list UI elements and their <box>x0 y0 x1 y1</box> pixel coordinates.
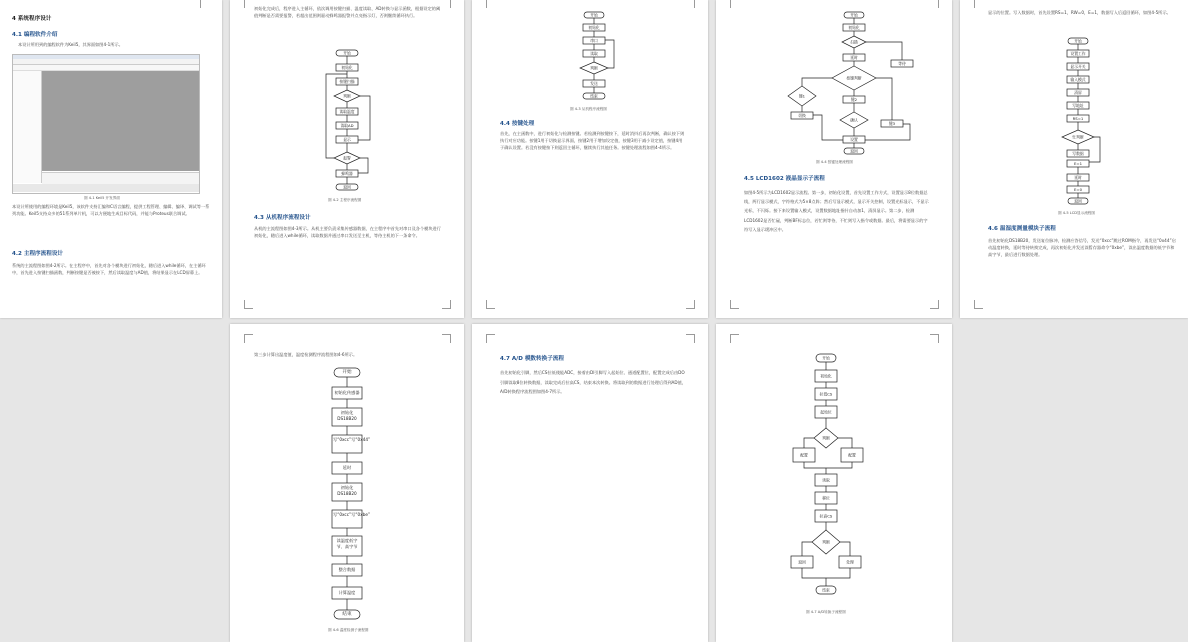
svg-text:开始: 开始 <box>822 355 830 361</box>
section-heading: 4.5 LCD1602 液晶显示子流程 <box>744 176 825 182</box>
svg-text:读取温度: 读取温度 <box>339 109 355 114</box>
slave-flowchart <box>472 0 708 318</box>
body-paragraph: 本设计所使用的编程环境是Keil5，该软件支持汇编和C语言编程，提供工程管理、编辑、编译、调试等一系列功能。Keil5支持众多的51系列单片机，可以方便地生成目标代码，并能与Proteus联合调试。 <box>12 204 210 216</box>
page-corner-mark <box>730 300 739 309</box>
figure-caption: 图 4-4 按键处理流程图 <box>816 160 853 164</box>
svg-text:开始: 开始 <box>590 12 598 18</box>
body-paragraph: 首先，在主函数中，进行初始化与检测按键。若检测到按键按下，延时消抖后再次判断，确认按下则执行对应功能。按键1用于切换显示界面，按键2用于增加设定值，按键3用于减小设定值，按键4用于确认设置。若没有按键按下则返回主循环，继续执行其他任务。按键处理流程如图4-4所示。 <box>500 131 685 150</box>
page-corner-mark <box>200 0 209 8</box>
svg-text:延时: 延时 <box>1074 175 1082 180</box>
body-paragraph: 显示的位置。写入数据时，首先设置RS=1，RW=0，E=1，数据写入后返回循环，如图4-5所示。 <box>988 10 1171 15</box>
svg-text:蜂鸣器: 蜂鸣器 <box>341 171 353 176</box>
svg-text:按键判断: 按键判断 <box>846 75 862 81</box>
svg-text:处理: 处理 <box>846 559 854 565</box>
body-paragraph: 本设计所用到的编程软件为Keil5，其界面如图4-1所示。 <box>18 42 123 47</box>
project-panel <box>13 71 42 183</box>
chapter-heading: 4 系统程序设计 <box>12 16 52 22</box>
body-paragraph: 第三步计算出温度值，温度检测程序流程图如4-6所示。 <box>254 352 358 357</box>
svg-text:判断: 判断 <box>822 435 830 441</box>
flow-node-write-read-cmd: 写“0xcc”写“0xbe” <box>333 512 371 517</box>
page-corner-mark <box>244 300 253 309</box>
flow-node-calc: 计算温度 <box>338 590 356 595</box>
svg-text:等待: 等待 <box>898 61 906 66</box>
svg-text:结束: 结束 <box>590 93 598 99</box>
svg-text:返回: 返回 <box>850 148 858 154</box>
body-paragraph: 系统的主流程图如图4-2所示。在主程序中，首先对各个模块进行初始化，随后进入while循环，在主循环中，首先进入按键扫描函数，判断按键是否被按下，然后读取温度与AD值，将结果显示在LCD屏幕上。 <box>12 263 206 275</box>
svg-text:返回: 返回 <box>343 184 351 190</box>
document-page-5 <box>960 0 1188 318</box>
keil5-screenshot <box>12 54 200 194</box>
svg-text:移位: 移位 <box>822 495 830 501</box>
flow-node-read-bytes: 读温度低字节、高字节 <box>336 538 358 549</box>
figure-caption: 图 4-6 温度检测子流程图 <box>328 628 369 632</box>
status-bar <box>13 184 199 192</box>
lcd-flowchart <box>960 0 1188 318</box>
section-heading: 4.2 主程序流程设计 <box>12 251 64 257</box>
svg-text:E=1: E=1 <box>1074 161 1082 166</box>
svg-text:返回: 返回 <box>798 559 806 565</box>
section-heading: 4.6 温湿度测量模块子流程 <box>988 226 1056 232</box>
svg-text:初始化: 初始化 <box>341 65 353 70</box>
svg-text:配置: 配置 <box>800 452 808 458</box>
page-corner-mark <box>930 300 939 309</box>
svg-text:报警: 报警 <box>343 155 351 161</box>
svg-text:读取AD: 读取AD <box>340 123 354 128</box>
svg-text:写地址: 写地址 <box>1072 103 1084 108</box>
document-page-2 <box>230 0 464 318</box>
page-corner-mark <box>442 300 451 309</box>
figure-caption: 图 4-2 主程序流程图 <box>328 198 362 202</box>
svg-text:设置: 设置 <box>850 137 858 142</box>
svg-text:初始化: 初始化 <box>588 25 600 30</box>
svg-text:忙判断: 忙判断 <box>1072 134 1084 140</box>
body-paragraph: 初始化完成后，程序进入主循环，依次调用按键扫描、温度读取、AD转换与显示函数，根据设定的阈值判断是否需要报警，若超出范围则驱动蜂鸣器报警并点亮指示灯，否则继续循环执行。 <box>254 6 441 18</box>
section-heading: 4.7 A/D 模数转换子流程 <box>500 356 564 362</box>
svg-text:判断: 判断 <box>343 93 351 99</box>
svg-text:判断: 判断 <box>590 65 598 71</box>
document-page-4 <box>716 0 952 318</box>
body-paragraph: 首先初始化DS18B20，发送复位脉冲，检测应答信号，发送“0xcc”跳过ROM指令，再发送“0x44”启动温度转换，延时等待转换完成，再次初始化并发送读暂存器命令“0xbe”，读出温度数据的低字节和高字节，最后进行数据处理。 <box>988 238 1176 257</box>
svg-text:清屏: 清屏 <box>1074 90 1082 95</box>
figure-caption: 图 4-3 从机程序流程图 <box>570 107 607 111</box>
flow-node-delay: 延时 <box>342 465 352 470</box>
svg-text:扫描: 扫描 <box>850 39 858 45</box>
svg-text:显示开关: 显示开关 <box>1070 64 1086 69</box>
document-page-8 <box>716 324 952 642</box>
page-corner-mark <box>974 300 983 309</box>
body-paragraph: 如图4-5所示为LCD1602显示流程。第一步，初始化设置，首先设置工作方式，设置显示8位数据总线，两行显示模式，字符格式为5×8点阵；然后写显示模式，显示开关控制，设置光标显示，不显示光标，不闪烁。接下来设置输入模式，设置数据地址指针自动加1，清屏显示。第二步，检测LCD1602是否忙碌，判断BF标志位，若忙则等待，不忙则写入指令或数据。最后，将需要显示的字符写入显示缓冲区中。 <box>744 190 929 232</box>
svg-text:开始: 开始 <box>850 12 858 18</box>
svg-text:设置工作: 设置工作 <box>1070 51 1086 56</box>
figure-caption: 图 4-7 A/D转换子流程图 <box>806 610 846 614</box>
svg-text:读取: 读取 <box>822 477 830 483</box>
svg-text:返回: 返回 <box>1074 198 1082 204</box>
flow-node-init: 初始化传感器 <box>334 390 360 395</box>
section-heading: 4.1 编程软件介绍 <box>12 32 58 38</box>
svg-text:显示: 显示 <box>343 137 351 142</box>
body-paragraph: 从机的主流程图如图4-3所示。从机主要负责采集传感器数据，在主程序中首先对串口及各个模块进行初始化，随后进入while循环，读取数据并通过串口发送至主机，等待主机的下一条命令。 <box>254 226 441 238</box>
key-flowchart <box>716 0 952 318</box>
flow-node-init-ds18b20: 初始化DS18B20 <box>337 485 357 496</box>
flow-node-end: 结束 <box>342 612 352 617</box>
page-corner-mark <box>486 334 495 343</box>
svg-text:键3: 键3 <box>888 121 896 126</box>
ad-flowchart <box>716 324 952 642</box>
section-heading: 4.3 从机程序流程设计 <box>254 215 311 221</box>
flow-node-merge: 整合数据 <box>338 567 356 572</box>
svg-text:E=0: E=0 <box>1074 187 1082 192</box>
svg-text:起始位: 起始位 <box>820 409 832 415</box>
svg-text:读取: 读取 <box>590 51 598 56</box>
page-corner-mark <box>486 300 495 309</box>
page-corner-mark <box>686 300 695 309</box>
svg-text:RS=1: RS=1 <box>1072 116 1084 121</box>
svg-text:结束: 结束 <box>822 587 830 593</box>
svg-text:初始化: 初始化 <box>848 25 860 30</box>
svg-text:输入模式: 输入模式 <box>1070 77 1086 82</box>
figure-caption: 图 4-1 Keil5 开发界面 <box>84 196 120 200</box>
page-corner-mark <box>686 334 695 343</box>
flow-node-start: 开始 <box>342 370 352 375</box>
svg-text:键2: 键2 <box>850 97 858 102</box>
svg-text:串口: 串口 <box>590 38 598 43</box>
svg-text:延时: 延时 <box>850 55 858 60</box>
section-heading: 4.4 按键处理 <box>500 121 535 127</box>
svg-text:切换: 切换 <box>798 113 806 118</box>
document-page-3 <box>472 0 708 318</box>
svg-text:初始化: 初始化 <box>820 373 832 379</box>
figure-caption: 图 4-5 LCD显示流程图 <box>1058 211 1095 215</box>
svg-text:配置: 配置 <box>848 452 856 458</box>
svg-text:按键扫描: 按键扫描 <box>339 79 355 84</box>
flow-node-init-ds18b20: 初始化DS18B20 <box>337 410 357 421</box>
document-page-1 <box>0 0 222 318</box>
build-output-panel <box>42 172 199 184</box>
document-page-7 <box>472 324 708 642</box>
editor-area <box>42 71 199 171</box>
svg-text:确认: 确认 <box>850 117 858 123</box>
svg-text:发送: 发送 <box>590 81 598 86</box>
svg-text:写数据: 写数据 <box>1072 151 1084 156</box>
svg-text:判断: 判断 <box>822 539 830 545</box>
body-paragraph: 首先初始化引脚，然后CS拉低使能ADC，接着由DI引脚写入起始位、通道配置位，配置完成后由DO引脚读取8位转换数据，读取完成后拉高CS，结束本次转换。将读取到的数据进行处理后得到AD值，A/D转换程序流程图如图4-7所示。 <box>500 370 687 395</box>
svg-text:键1: 键1 <box>798 93 806 99</box>
document-page-6 <box>230 324 464 642</box>
svg-text:拉低CS: 拉低CS <box>819 391 833 397</box>
svg-text:开始: 开始 <box>1074 38 1082 44</box>
svg-text:拉高CS: 拉高CS <box>819 513 833 519</box>
main-flowchart <box>230 0 464 318</box>
flow-node-write-cmd: 写“0xcc”写“0x44” <box>333 437 371 442</box>
svg-text:开始: 开始 <box>343 50 351 56</box>
